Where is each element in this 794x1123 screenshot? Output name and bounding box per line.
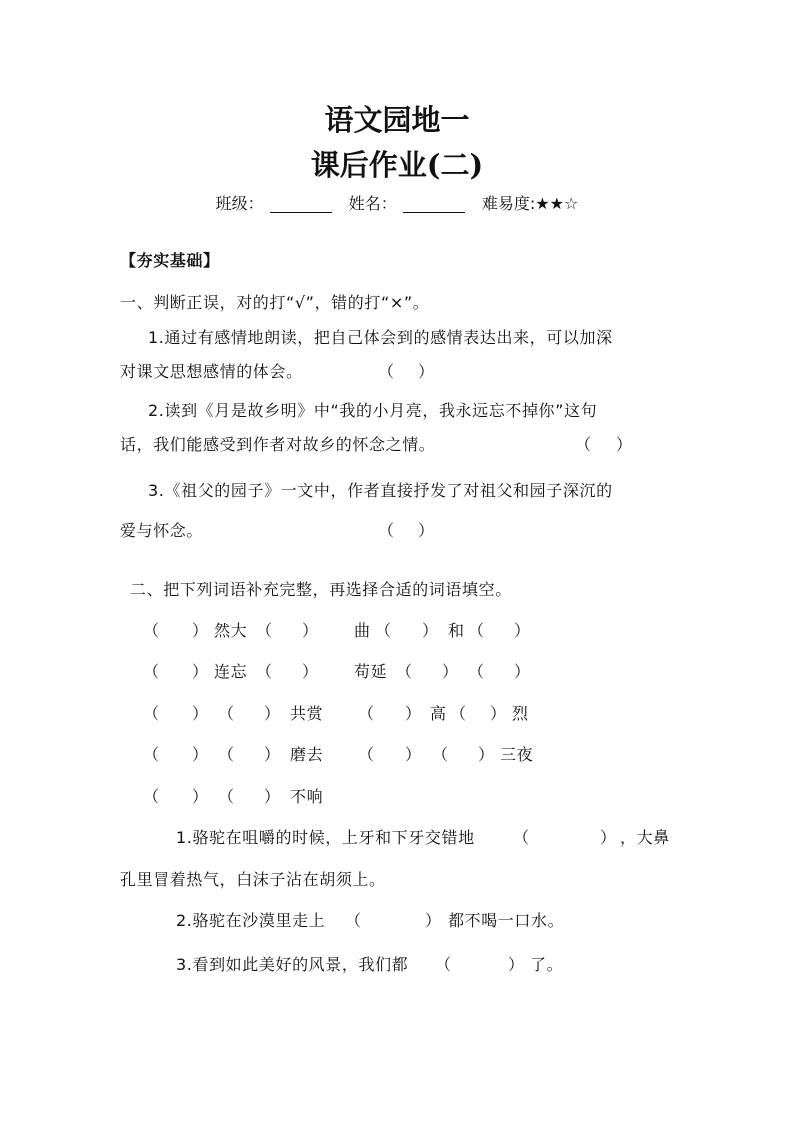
sentence-2-end: 都不喝一口水。 xyxy=(448,911,565,930)
w4-paren: ） xyxy=(192,745,209,764)
w3-paren: ） xyxy=(490,704,507,723)
w2-paren: ） xyxy=(302,662,319,681)
word-4a: 磨去 xyxy=(290,745,324,764)
w4-paren: ） xyxy=(405,745,422,764)
q2-line1: 2.读到《月是故乡明》中“我的小月亮，我永远忘不掉你”这句 xyxy=(148,401,598,420)
w1-paren: （ xyxy=(256,621,273,640)
w4-paren: （ xyxy=(143,745,160,764)
w3-paren: ） xyxy=(264,704,281,723)
w5-paren: ） xyxy=(192,787,209,806)
sentence-1-line2: 孔里冒着热气，白沫子沾在胡须上。 xyxy=(120,870,386,889)
w3-paren: （ xyxy=(218,704,235,723)
s1-paren: ） xyxy=(600,828,617,847)
page-subtitle: 课后作业(二) xyxy=(310,148,484,182)
q2-paren-close: ） xyxy=(616,435,633,454)
s3-paren: ） xyxy=(508,955,525,974)
word-3b: 高 xyxy=(430,704,447,723)
w3-paren: ） xyxy=(192,704,209,723)
q3-line1: 3.《祖父的园子》一文中，作者直接抒发了对祖父和园子深沉的 xyxy=(148,481,613,500)
name-blank[interactable] xyxy=(403,194,465,213)
word-5a: 不响 xyxy=(290,787,324,806)
w3-paren: （ xyxy=(358,704,375,723)
name-label: 姓名： xyxy=(348,194,397,213)
sentence-3-start: 3.看到如此美好的风景，我们都 xyxy=(176,955,409,974)
w1-paren: （ xyxy=(143,621,160,640)
q3-line2: 爱与怀念。 xyxy=(120,521,204,540)
w2-paren: ） xyxy=(514,662,531,681)
class-label: 班级： xyxy=(215,194,264,213)
word-1b: 曲 xyxy=(354,621,371,640)
difficulty-label: 难易度: xyxy=(481,194,536,213)
q2-line2: 话，我们能感受到作者对故乡的怀念之情。 xyxy=(120,435,436,454)
w5-paren: ） xyxy=(264,787,281,806)
w1-paren: ） xyxy=(422,621,439,640)
s1-paren: （ xyxy=(513,828,530,847)
w2-paren: （ xyxy=(143,662,160,681)
info-line xyxy=(0,191,794,214)
sentence-1-line1: 1.骆驼在咀嚼的时候，上牙和下牙交错地 xyxy=(176,828,475,847)
w3-paren: （ xyxy=(450,704,467,723)
q1-line1: 1.通过有感情地朗读，把自己体会到的感情表达出来，可以加深 xyxy=(148,328,613,347)
section-heading: 【夯实基础】 xyxy=(120,251,220,270)
w1-paren: （ xyxy=(375,621,392,640)
s2-paren: （ xyxy=(345,911,362,930)
q3-paren-close: ） xyxy=(418,521,435,540)
w1-paren: （ xyxy=(468,621,485,640)
word-4b: 三夜 xyxy=(500,745,534,764)
w4-paren: （ xyxy=(432,745,449,764)
word-3a: 共赏 xyxy=(290,704,324,723)
class-blank[interactable] xyxy=(270,194,332,213)
w5-paren: （ xyxy=(143,787,160,806)
w1-paren: ） xyxy=(302,621,319,640)
sentence-2-start: 2.骆驼在沙漠里走上 xyxy=(176,911,326,930)
w4-paren: ） xyxy=(478,745,495,764)
w2-paren: （ xyxy=(468,662,485,681)
q3-paren-open: （ xyxy=(378,521,395,540)
w4-paren: （ xyxy=(358,745,375,764)
section1-instruction: 一、判断正误，对的打“√”，错的打“×”。 xyxy=(120,293,430,312)
page-title: 语文园地一 xyxy=(324,103,470,137)
q1-line2: 对课文思想感情的体会。 xyxy=(120,362,303,381)
q1-paren-close: ） xyxy=(418,362,435,381)
difficulty-stars: ★★☆ xyxy=(535,194,579,213)
s3-paren: （ xyxy=(435,955,452,974)
w1-paren: ） xyxy=(192,621,209,640)
word-1a: 然大 xyxy=(214,621,248,640)
w5-paren: （ xyxy=(218,787,235,806)
sentence-3-end: 了。 xyxy=(530,955,564,974)
s2-paren: ） xyxy=(425,911,442,930)
section2-instruction: 二、把下列词语补充完整，再选择合适的词语填空。 xyxy=(130,580,512,599)
word-2a: 连忘 xyxy=(214,662,248,681)
w2-paren: ） xyxy=(442,662,459,681)
sentence-1-end: ，大鼻 xyxy=(620,828,670,847)
w3-paren: （ xyxy=(143,704,160,723)
q2-paren-open: （ xyxy=(575,435,592,454)
w4-paren: ） xyxy=(264,745,281,764)
w4-paren: （ xyxy=(218,745,235,764)
word-2b: 苟延 xyxy=(354,662,388,681)
q1-paren-open: （ xyxy=(378,362,395,381)
w2-paren: ） xyxy=(192,662,209,681)
w2-paren: （ xyxy=(256,662,273,681)
w1-paren: ） xyxy=(514,621,531,640)
w3-paren: ） xyxy=(405,704,422,723)
word-3c: 烈 xyxy=(512,704,529,723)
w2-paren: （ xyxy=(396,662,413,681)
word-1c: 和 xyxy=(448,621,465,640)
